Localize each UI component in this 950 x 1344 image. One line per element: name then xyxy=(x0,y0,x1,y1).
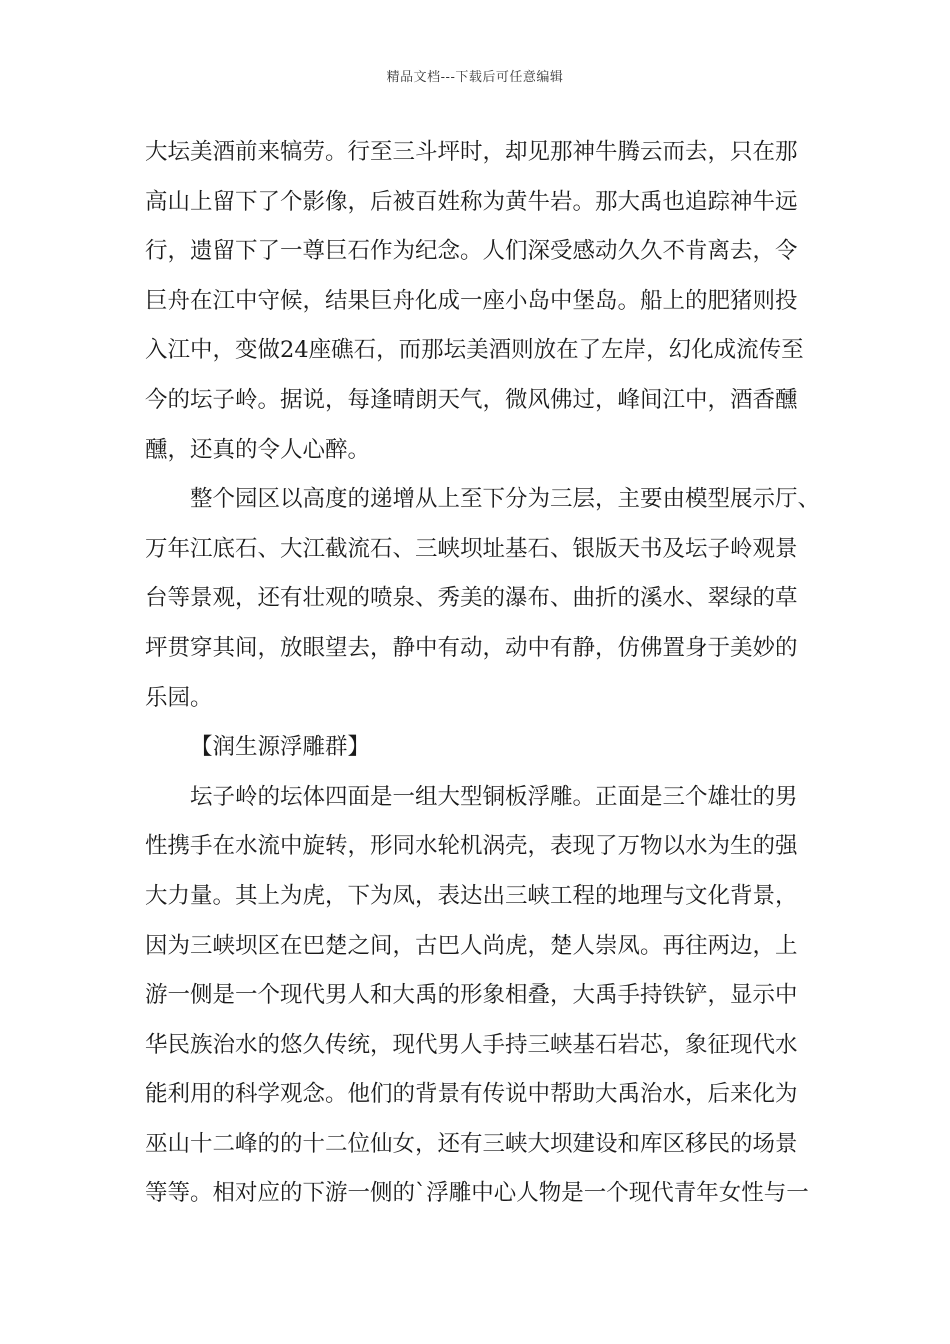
text-line: 性携手在水流中旋转，形同水轮机涡壳，表现了万物以水为生的强 xyxy=(145,833,798,860)
text-line: 入江中，变做24座礁石，而那坛美酒则放在了左岸，幻化成流传至 xyxy=(145,337,804,364)
paragraph xyxy=(145,128,825,475)
paragraph xyxy=(145,475,825,723)
text-line: 醺，还真的令人心醉。 xyxy=(145,436,371,463)
text-line: 万年江底石、大江截流石、三峡坝址基石、银版天书及坛子岭观景 xyxy=(145,535,798,562)
text-line: 行，遗留下了一尊巨石作为纪念。人们深受感动久久不肯离去，令 xyxy=(145,238,798,265)
text-line: 巫山十二峰的的十二位仙女，还有三峡大坝建设和库区移民的场景 xyxy=(145,1130,798,1157)
text-line: 今的坛子岭。据说，每逢晴朗天气，微风佛过，峰间江中，酒香醺 xyxy=(145,386,798,413)
paragraph xyxy=(145,773,825,1219)
text-line: 整个园区以高度的递增从上至下分为三层，主要由模型展示厅、 xyxy=(190,486,821,513)
text-line: 乐园。 xyxy=(145,684,213,711)
text-line: 坪贯穿其间，放眼望去，静中有动，动中有静，仿佛置身于美妙的 xyxy=(145,634,798,661)
text-line: 游一侧是一个现代男人和大禹的形象相叠，大禹手持铁铲，显示中 xyxy=(145,982,798,1009)
text-line: 因为三峡坝区在巴楚之间，古巴人尚虎，楚人崇凤。再往两边，上 xyxy=(145,932,798,959)
page-header: 精品文档---下载后可任意编辑 xyxy=(386,70,564,85)
document-body xyxy=(145,128,825,1219)
text-line: 能利用的科学观念。他们的背景有传说中帮助大禹治水，后来化为 xyxy=(145,1081,798,1108)
text-line: 大力量。其上为虎，下为凤，表达出三峡工程的地理与文化背景， xyxy=(145,882,798,909)
text-line: 华民族治水的悠久传统，现代男人手持三峡基石岩芯，象征现代水 xyxy=(145,1031,798,1058)
text-line: 【润生源浮雕群】 xyxy=(190,734,371,761)
text-line: 大坛美酒前来犒劳。行至三斗坪时，却见那神牛腾云而去，只在那 xyxy=(145,139,798,165)
text-line: 巨舟在江中守候，结果巨舟化成一座小岛中堡岛。船上的肥猪则投 xyxy=(145,287,798,314)
section-heading xyxy=(145,723,825,773)
text-line: 等等。相对应的下游一侧的`浮雕中心人物是一个现代青年女性与一 xyxy=(145,1180,809,1207)
text-line: 台等景观，还有壮观的喷泉、秀美的瀑布、曲折的溪水、翠绿的草 xyxy=(145,585,798,612)
text-line: 坛子岭的坛体四面是一组大型铜板浮雕。正面是三个雄壮的男 xyxy=(190,783,798,810)
text-line: 高山上留下了个影像，后被百姓称为黄牛岩。那大禹也追踪神牛远 xyxy=(145,188,798,215)
